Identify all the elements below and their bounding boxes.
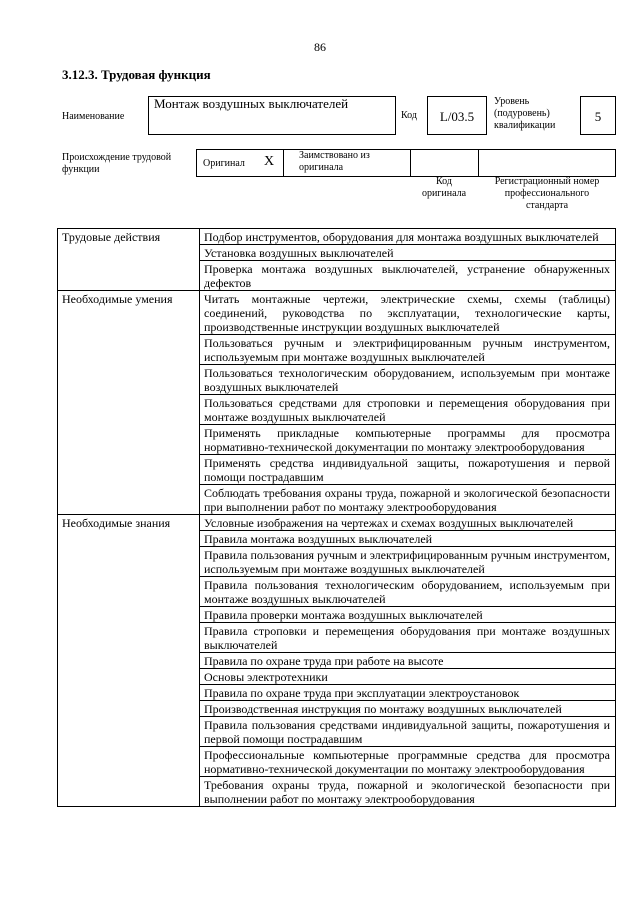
item-cell: Подбор инструментов, оборудования для монтажа воздушных выключателей <box>200 229 616 245</box>
category-cell: Необходимые знания <box>58 515 200 807</box>
item-cell: Применять средства индивидуальной защиты, пожаротушения и первой помощи пострадавшим <box>200 455 616 485</box>
level-label-line: Уровень <box>494 96 530 107</box>
caption-line: оригинала <box>421 188 467 199</box>
level-label-line: (подуровень) <box>494 108 550 119</box>
item-cell: Правила пользования ручным и электрифицированным ручным инструментом, используемым при монтаже воздушных выключателей <box>200 547 616 577</box>
original-label: Оригинал <box>203 158 245 169</box>
item-cell: Производственная инструкция по монтажу воздушных выключателей <box>200 701 616 717</box>
item-cell: Правила по охране труда при эксплуатации электроустановок <box>200 685 616 701</box>
item-cell: Требования охраны труда, пожарной и экологической безопасности при выполнении работ по монтажу электрооборудования <box>200 777 616 807</box>
labor-function-table <box>57 228 616 807</box>
borrowed-label <box>299 150 370 174</box>
caption-line: Регистрационный номер <box>494 176 600 187</box>
origin-cell-code <box>410 150 479 176</box>
level-label <box>494 96 555 132</box>
item-cell: Читать монтажные чертежи, электрические схемы, схемы (таблицы) соединений, руководства по эксплуатации, технологические карты, производственные инструкции воздушных выключателей <box>200 291 616 335</box>
level-value: 5 <box>594 109 602 124</box>
item-cell: Правила строповки и перемещения оборудования при монтаже воздушных выключателей <box>200 623 616 653</box>
level-label-line: квалификации <box>494 120 556 131</box>
code-original-caption <box>410 176 478 200</box>
origin-row <box>196 149 616 177</box>
origin-label-line: Происхождение трудовой <box>62 152 172 163</box>
item-cell: Применять прикладные компьютерные программы для просмотра нормативно-технической документации по монтажу электрооборудования <box>200 425 616 455</box>
item-cell: Правила пользования средствами индивидуальной защиты, пожаротушения и первой помощи пострадавшим <box>200 717 616 747</box>
category-cell: Необходимые умения <box>58 291 200 515</box>
page-number: 86 <box>314 40 326 54</box>
item-cell: Пользоваться ручным и электрифицированным ручным инструментом, используемым при монтаже воздушных выключателей <box>200 335 616 365</box>
code-value: L/03.5 <box>439 109 475 124</box>
caption-line: Код <box>436 176 452 187</box>
name-label: Наименование <box>62 111 125 122</box>
item-cell: Проверка монтажа воздушных выключателей, устранение обнаруженных дефектов <box>200 261 616 291</box>
origin-label <box>62 152 171 176</box>
item-cell: Правила по охране труда при работе на высоте <box>200 653 616 669</box>
table-row <box>58 515 616 531</box>
item-cell: Пользоваться технологическим оборудованием, используемым при монтаже воздушных выключателей <box>200 365 616 395</box>
item-cell: Правила пользования технологическим оборудованием, используемым при монтаже воздушных выключателей <box>200 577 616 607</box>
item-cell: Правила монтажа воздушных выключателей <box>200 531 616 547</box>
item-cell: Пользоваться средствами для строповки и перемещения оборудования при монтаже воздушных выключателей <box>200 395 616 425</box>
caption-line: стандарта <box>525 200 569 211</box>
item-cell: Основы электротехники <box>200 669 616 685</box>
origin-label-line: функции <box>62 164 100 175</box>
caption-line: профессионального <box>504 188 590 199</box>
borrowed-label-line: Заимствовано из <box>299 150 370 161</box>
item-cell: Соблюдать требования охраны труда, пожарной и экологической безопасности при выполнении работ по монтажу электрооборудования <box>200 485 616 515</box>
item-cell: Профессиональные компьютерные программные средства для просмотра нормативно-технической документации по монтажу электрооборудования <box>200 747 616 777</box>
category-cell: Трудовые действия <box>58 229 200 291</box>
code-label: Код <box>401 110 417 121</box>
item-cell: Установка воздушных выключателей <box>200 245 616 261</box>
function-name: Монтаж воздушных выключателей <box>154 96 349 111</box>
section-title: 3.12.3. Трудовая функция <box>62 67 211 82</box>
table-row <box>58 291 616 335</box>
item-cell: Правила проверки монтажа воздушных выключателей <box>200 607 616 623</box>
reg-number-caption <box>478 176 616 212</box>
table-row <box>58 229 616 245</box>
item-cell: Условные изображения на чертежах и схемах воздушных выключателей <box>200 515 616 531</box>
borrowed-label-line: оригинала <box>299 162 344 173</box>
original-mark: X <box>264 154 275 169</box>
